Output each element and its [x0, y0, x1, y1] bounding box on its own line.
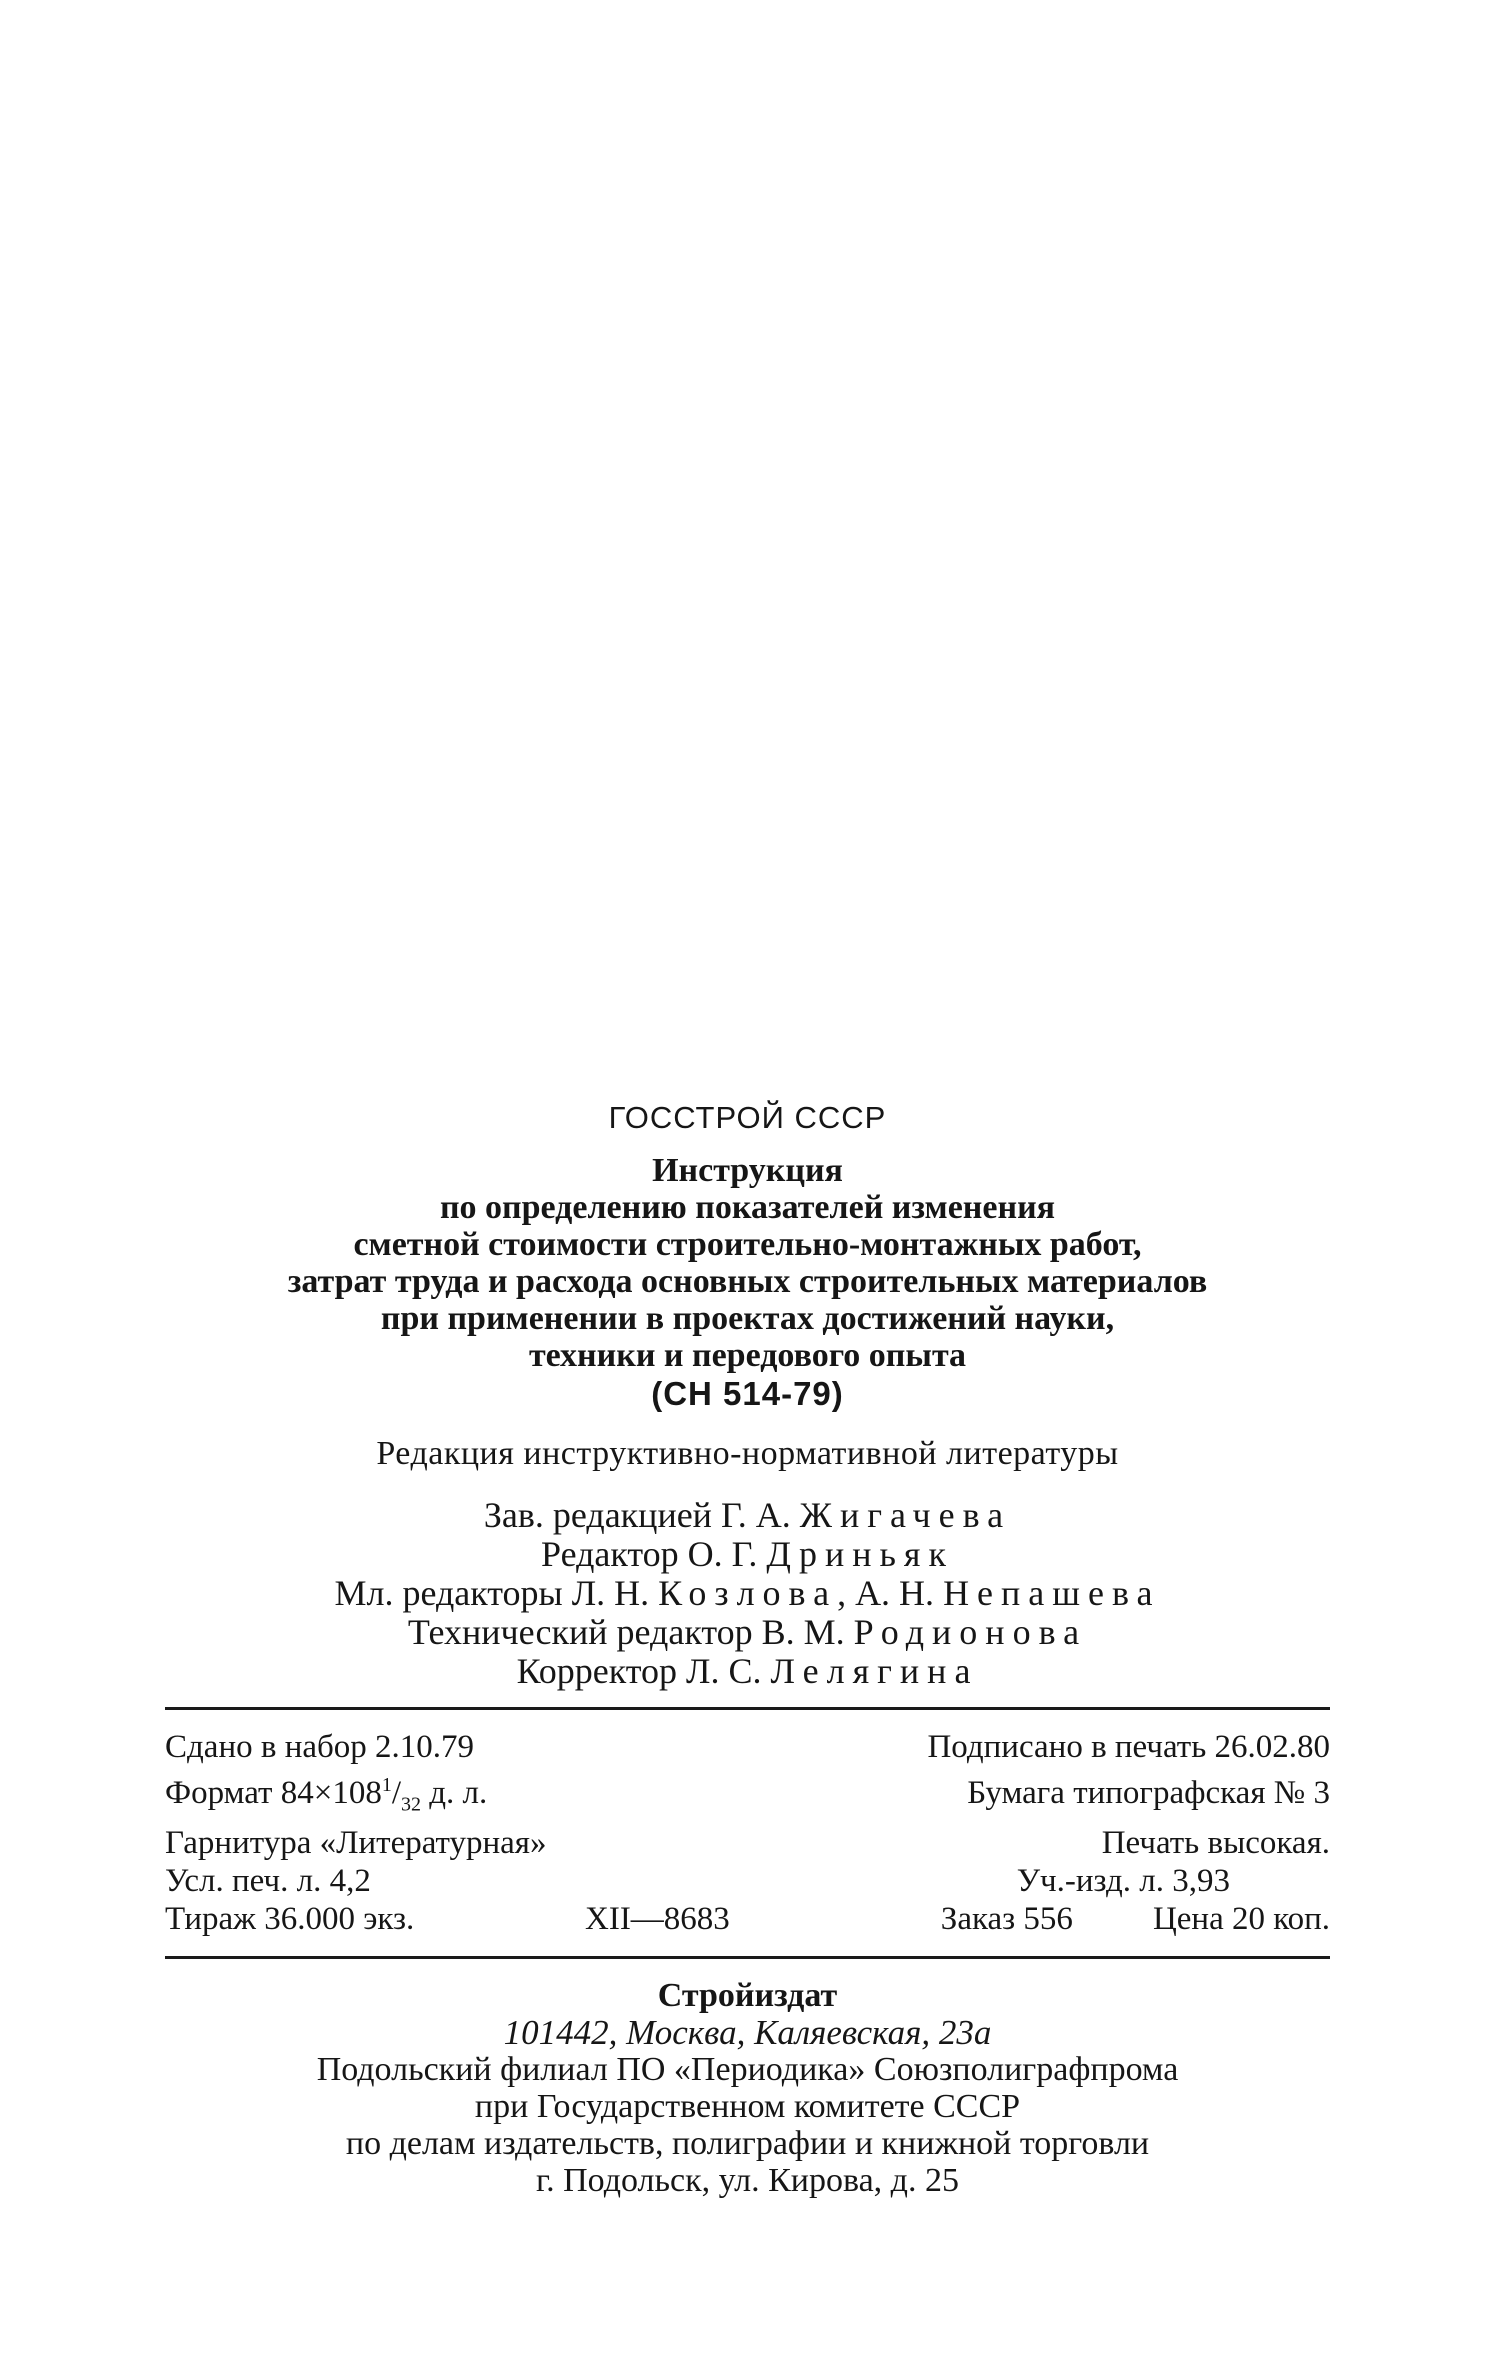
- document-code: (СН 514-79): [651, 1375, 844, 1412]
- staff-name: Дриньяк: [766, 1534, 954, 1574]
- format-fraction-num: 1: [381, 1774, 392, 1796]
- publisher-address: 101442, Москва, Каляевская, 23а: [503, 2012, 992, 2052]
- staff-role: Технический редактор В. М.: [407, 1612, 845, 1652]
- spec-printing: Печать высокая.: [1101, 1824, 1330, 1861]
- format-fraction-den: 32: [401, 1793, 421, 1816]
- title-line: при применении в проектах достижений науки,: [380, 1300, 1115, 1337]
- staff-name: Непашева: [943, 1573, 1161, 1613]
- publisher-name: Стройиздат: [657, 1976, 838, 2014]
- spec-conv-sheets: Усл. печ. л. 4,2: [165, 1862, 371, 1899]
- spec-order-price: [941, 1900, 1330, 1938]
- spec-row: [165, 1728, 1330, 1766]
- spec-print-run: Тираж 36.000 экз.: [165, 1900, 415, 1937]
- printer-line: Подольский филиал ПО «Периодика» Союзполиграфпрома: [316, 2050, 1179, 2088]
- staff-role: Корректор Л. С.: [516, 1651, 762, 1691]
- staff-list: [165, 1496, 1330, 1691]
- staff-role: Зав. редакцией Г. А.: [483, 1495, 791, 1535]
- title-line: Инструкция: [652, 1152, 843, 1189]
- spec-paper: Бумага типографская № 3: [967, 1775, 1330, 1811]
- format-suffix: д. л.: [421, 1775, 488, 1811]
- format-prefix: Формат 84: [165, 1775, 314, 1811]
- spec-series: XII—8683: [585, 1900, 730, 1937]
- printer-line: при Государственном комитете СССР: [474, 2087, 1021, 2125]
- title-line: сметной стоимости строительно-монтажных работ,: [353, 1226, 1142, 1263]
- format-times-sign: ×: [313, 1775, 333, 1811]
- title-line: техники и передового опыта: [528, 1337, 967, 1374]
- spec-row: [165, 1824, 1330, 1862]
- staff-row: [165, 1652, 1330, 1691]
- staff-name: Козлова: [658, 1573, 838, 1613]
- colophon: [165, 1098, 1330, 2199]
- staff-row: [165, 1574, 1330, 1613]
- printer-line: г. Подольск, ул. Кирова, д. 25: [536, 2161, 959, 2199]
- spec-format: Формат $84\times 108^1/_{32}$ д. л.: [165, 1774, 488, 1816]
- printer-line: по делам издательств, полиграфии и книжной торговли: [345, 2124, 1150, 2162]
- title-block: [165, 1098, 1330, 1691]
- staff-name: Родионова: [853, 1612, 1088, 1652]
- format-value: 108: [332, 1775, 382, 1811]
- editorial-office: Редакция инструктивно-нормативной литературы: [376, 1435, 1119, 1472]
- title-line: затрат труда и расхода основных строительных материалов: [287, 1263, 1208, 1300]
- staff-name: Лелягина: [770, 1651, 979, 1691]
- spec-row: [165, 1862, 1330, 1900]
- spec-price: Цена 20 коп.: [1152, 1900, 1330, 1937]
- spec-row: [165, 1766, 1330, 1824]
- staff-role: Редактор О. Г.: [541, 1534, 758, 1574]
- staff-role: , А. Н.: [837, 1573, 935, 1613]
- document-title: [165, 1152, 1330, 1374]
- staff-name: Жигачева: [799, 1495, 1012, 1535]
- staff-row: [165, 1535, 1330, 1574]
- spec-order: Заказ 556: [940, 1900, 1073, 1937]
- divider-top: [165, 1707, 1330, 1710]
- print-specs: [165, 1728, 1330, 1938]
- staff-role: Мл. редакторы Л. Н.: [334, 1573, 650, 1613]
- title-line: по определению показателей изменения: [439, 1189, 1056, 1226]
- spec-row: [165, 1900, 1330, 1938]
- staff-row: [165, 1496, 1330, 1535]
- spec-signed: Подписано в печать 26.02.80: [927, 1729, 1330, 1765]
- spec-typeface: Гарнитура «Литературная»: [165, 1824, 547, 1861]
- spec-submitted: Сдано в набор 2.10.79: [165, 1729, 475, 1765]
- spec-pub-sheets: Уч.-изд. л. 3,93: [1016, 1862, 1230, 1899]
- publisher-block: [165, 1977, 1330, 2199]
- agency-heading: ГОССТРОЙ СССР: [608, 1100, 887, 1135]
- staff-row: [165, 1613, 1330, 1652]
- divider-bottom: [165, 1956, 1330, 1959]
